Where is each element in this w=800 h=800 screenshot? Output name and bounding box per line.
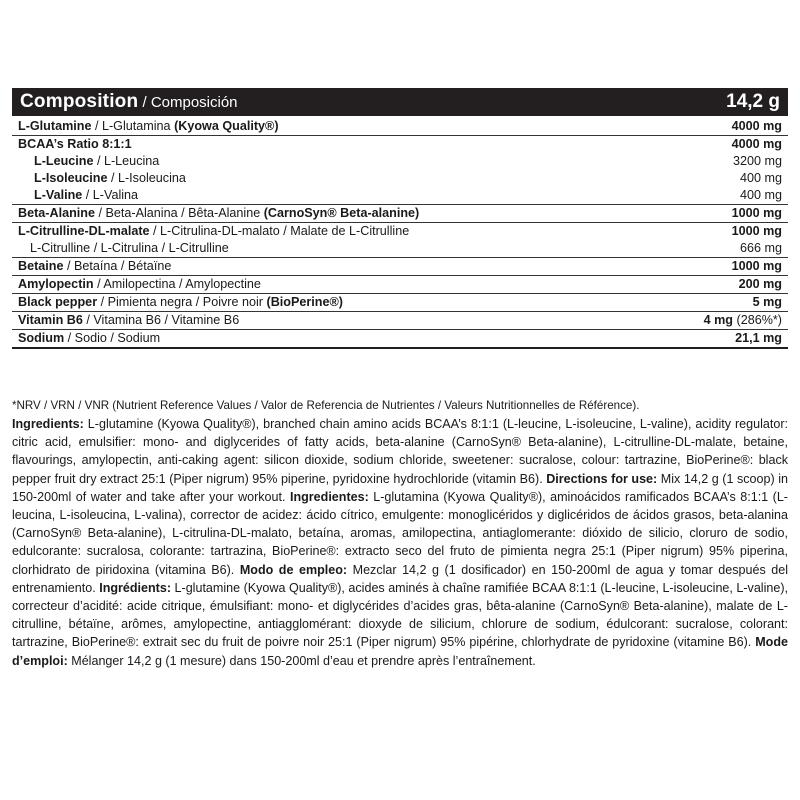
directions-es: Mezclar 14,2 g (1 dosificador) en 150-200ml de agua y tomar después del entrenamiento.: [12, 562, 788, 595]
ingredient-amount: 400 mg: [656, 187, 788, 205]
table-row: [12, 276, 788, 294]
label-text: / Beta-Alanina / Bêta-Alanine: [94, 206, 264, 220]
ingredients-es: L-glutamina (Kyowa Quality®), aminoácidos ramificados BCAA’s 8:1:1 (L-leucina, L-isoleucina, L-valina), corrector de acidez: ácido cítrico, emulgente: monoglicéridos y diglicéridos de ácidos grasos, beta-alanina (CarnoSyn® Beta-alanine), L-citrulina-DL-malato, betaína, aromas, amilopectina, antiaglomerante: dióxido de silicio, cloruro de sodio, edulcorante: sucralosa, colorante: tartrazina, BioPerine®: extracto seco del fruto de pimienta negra 25:1 (Piper nigrum) 95% piperina, clorhidrato de piridoxina (vitamina B6).: [12, 489, 788, 577]
table-row: [12, 205, 788, 223]
directions-label-en: Directions for use:: [546, 471, 658, 486]
table-row: [12, 330, 788, 349]
label-text: L-Leucine: [34, 154, 94, 168]
ingredient-amount: [656, 294, 788, 312]
label-text: 21,1 mg: [735, 331, 782, 345]
table-row: [12, 240, 788, 258]
ingredient-label: L-Citrulline / L-Citrulina / L-Citrulline: [12, 240, 656, 258]
ingredient-amount: [656, 223, 788, 241]
label-text: 4000 mg: [731, 119, 782, 133]
ingredient-label: [12, 187, 656, 205]
label-text: / L-Valina: [82, 188, 139, 202]
table-row: [12, 258, 788, 276]
label-text: L-Isoleucine: [34, 171, 108, 185]
label-text: Amylopectin: [18, 277, 94, 291]
label-text: Betaine: [18, 259, 64, 273]
label-text: / L-Glutamina: [91, 119, 175, 133]
ingredient-amount: [656, 312, 788, 330]
header-title: [20, 91, 238, 113]
label-text: 1000 mg: [731, 224, 782, 238]
ingredient-label: [12, 312, 656, 330]
label-text: 4 mg: [703, 313, 733, 327]
label-text: Vitamin B6: [18, 313, 83, 327]
label-text: (CarnoSyn® Beta-alanine): [263, 206, 420, 220]
ingredient-amount: 400 mg: [739, 171, 782, 185]
ingredient-amount: [656, 330, 788, 349]
ingredient-label: [12, 116, 656, 136]
ingredients-text: [12, 415, 788, 670]
nutrient-table: [12, 116, 788, 349]
directions-fr: Mélanger 14,2 g (1 mesure) dans 150-200ml d’eau et prendre après l’entraînement.: [67, 653, 536, 668]
table-header: [12, 88, 788, 116]
ingredients-label-fr: Ingrédients:: [99, 580, 172, 595]
ingredient-label: [12, 258, 656, 276]
ingredient-amount: [656, 205, 788, 223]
label-text: 200 mg: [738, 277, 782, 291]
label-text: Composition: [20, 91, 139, 112]
ingredients-label-es: Ingredientes:: [289, 489, 369, 504]
label-text: /: [138, 94, 151, 111]
composition-table: [12, 88, 788, 349]
label-text: 1000 mg: [731, 206, 782, 220]
label-text: (BioPerine®): [266, 295, 343, 309]
label-text: 5 mg: [752, 295, 782, 309]
label-text: L-Citrulline-DL-malate: [18, 224, 150, 238]
table-row: [12, 312, 788, 330]
ingredient-amount: 666 mg: [656, 240, 788, 258]
label-text: Composición: [150, 94, 238, 111]
nrv-footnote: *NRV / VRN / VNR (Nutrient Reference Values / Valor de Referencia de Nutrientes / Valeurs Nutritionnelles de Référence).: [12, 399, 640, 412]
label-notes: [12, 398, 788, 670]
ingredient-label: [12, 223, 656, 241]
label-text: Sodium: [18, 331, 65, 345]
table-row: [12, 153, 788, 170]
ingredient-amount: [656, 136, 788, 154]
ingredient-amount: [656, 116, 788, 136]
table-row: [12, 187, 788, 205]
label-text: L-Valine: [34, 188, 83, 202]
ingredient-label: [12, 136, 656, 154]
ingredient-amount: [656, 276, 788, 294]
table-row: [12, 170, 788, 187]
label-text: (286%*): [733, 313, 782, 327]
label-text: 4000 mg: [731, 137, 782, 151]
label-text: / Vitamina B6 / Vitamine B6: [82, 313, 240, 327]
table-row: [12, 294, 788, 312]
table-row: [12, 223, 788, 241]
ingredient-amount: 3200 mg: [732, 154, 782, 168]
label-text: / L-Citrulina-DL-malato / Malate de L-Citrulline: [149, 224, 410, 238]
label-text: 1000 mg: [731, 259, 782, 273]
label-text: / Betaína / Bétaïne: [63, 259, 172, 273]
label-text: / Pimienta negra / Poivre noir: [97, 295, 267, 309]
directions-label-es: Modo de empleo:: [239, 562, 348, 577]
ingredients-label-en: Ingredients:: [12, 417, 84, 431]
directions-label-fr: Mode d’emploi:: [12, 635, 788, 668]
ingredients-fr: L-glutamine (Kyowa Quality®), acides aminés à chaîne ramifiée BCAA 8:1:1 (L-leucine, L-isoleucine, L-valine), correcteur d’acidité: acide citrique, émulsifiant: mono- et diglycérides d’acides gras, bêta-alanine (CarnoSyn® Beta-alanine), malate de L-citrulline, bétaïne, arômes, amylopectine, antiagglomérant: dioxyde de silicium, chlorure de sodium, édulcorant: sucralose, colorant: tartrazine, BioPerine®: extrait sec du fruit de poivre noir 25:1 (Piper nigrum) 95% pipérine, chlorhydrate de pyridoxine (vitamine B6).: [12, 580, 789, 650]
label-text: BCAA’s Ratio 8:1:1: [18, 137, 132, 151]
serving-size: 14,2 g: [726, 91, 780, 112]
label-text: (Kyowa Quality®): [174, 119, 279, 133]
table-row: [12, 116, 788, 136]
label-text: / L-Isoleucina: [107, 171, 186, 185]
ingredient-label: [12, 294, 656, 312]
ingredient-label: [12, 330, 656, 349]
label-text: L-Glutamine: [18, 119, 92, 133]
label-text: / Sodio / Sodium: [64, 331, 161, 345]
ingredient-label: [12, 153, 656, 170]
label-text: / Amilopectina / Amylopectine: [93, 277, 261, 291]
label-text: / L-Leucina: [93, 154, 160, 168]
ingredient-label: [12, 170, 656, 187]
ingredients-en: L-glutamine (Kyowa Quality®), branched chain amino acids BCAA’s 8:1:1 (L-leucine, L-isoleucine, L-valine), acidity regulator: citric acid, emulsifier: mono- and diglycerides of fatty acids, beta-alanine (CarnoSyn® Beta-alanine), L-citrulline-DL-malate, betaine, flavourings, amylopectin, anti-caking agent: silicon dioxide, sodium chloride, sweetener: sucralose, colour: tartrazine, BioPerine®: black pepper fruit dry extract 25:1 (Piper nigrum) 95% piperine, pyridoxine hydrochloride (vitamin B6).: [12, 417, 788, 486]
ingredient-amount: [656, 258, 788, 276]
ingredient-label: [12, 276, 656, 294]
directions-en: Mix 14,2 g (1 scoop) in 150-200ml of water and take after your workout.: [12, 471, 788, 504]
ingredient-label: [12, 205, 656, 223]
label-text: Black pepper: [18, 295, 98, 309]
label-text: Beta-Alanine: [18, 206, 95, 220]
table-row: [12, 136, 788, 154]
